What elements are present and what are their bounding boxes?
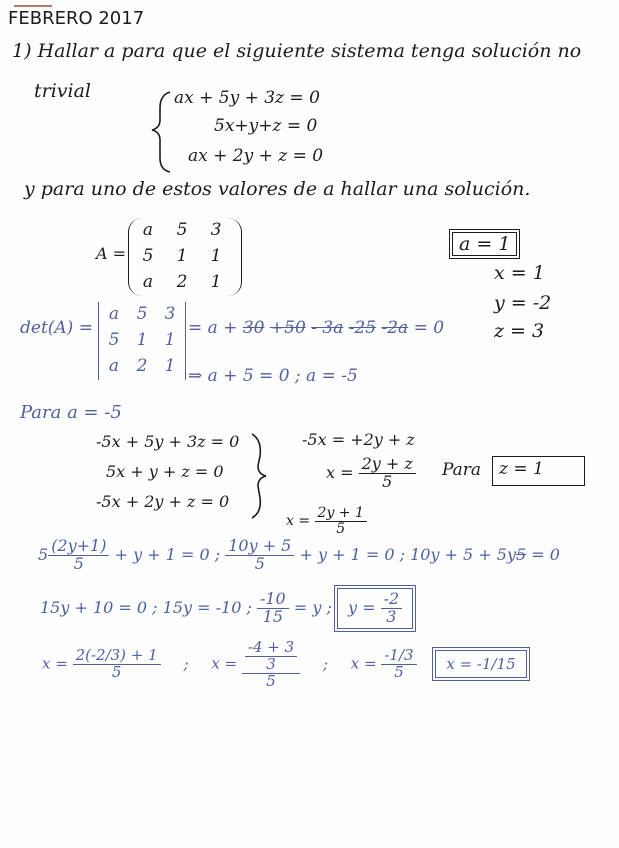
s2-strike: 5 xyxy=(516,544,527,564)
frac-den: 5 xyxy=(266,671,276,690)
case-rhs-1: -5x = +2y + z xyxy=(302,430,415,449)
sep-2: ; xyxy=(322,654,328,673)
frac-den: 5 xyxy=(336,520,346,537)
frac-num: 2y + 1 xyxy=(315,506,367,522)
x-line xyxy=(42,640,527,689)
det-cell: 2 xyxy=(136,356,148,376)
det-eq-end: = 0 xyxy=(413,318,445,338)
frac-num: 2(-2/3) + 1 xyxy=(73,648,161,665)
matrix-cell: 5 xyxy=(142,246,154,266)
s3-eq: = y ; xyxy=(293,597,332,617)
s1-frac xyxy=(48,538,109,573)
s2-end: = 0 xyxy=(531,544,560,564)
frac-den: 5 xyxy=(254,553,265,573)
x2-prefix: x = xyxy=(211,654,238,673)
det-cell: 3 xyxy=(164,304,176,324)
case-rhs-2-prefix: x = xyxy=(326,462,354,482)
system-eq-3: ax + 2y + z = 0 xyxy=(188,146,324,166)
det-eq-start: = a + xyxy=(188,318,238,338)
case-para: Para xyxy=(442,460,482,480)
case-rhs-2 xyxy=(326,456,416,491)
x1-prefix: x = xyxy=(42,654,68,673)
det-cell: a xyxy=(108,356,120,376)
frac-den: 5 xyxy=(111,663,122,682)
s2-frac xyxy=(225,538,294,573)
system-eq-1: ax + 5y + 3z = 0 xyxy=(174,88,320,108)
sep-1: ; xyxy=(183,654,189,673)
solution-y: y = -2 xyxy=(494,292,552,314)
det-term-50: +50 xyxy=(269,318,306,338)
matrix-cell: 1 xyxy=(210,246,222,266)
frac-den: 5 xyxy=(394,663,404,682)
det-term-25: -25 xyxy=(348,318,377,338)
step-line-1 xyxy=(38,538,560,573)
z-choice-box: z = 1 xyxy=(492,456,585,486)
a-value-box: a = 1 xyxy=(452,232,517,256)
x2-frac xyxy=(242,640,300,689)
frac-num: -2 xyxy=(381,591,403,609)
frac-den: 3 xyxy=(266,654,276,673)
x-sub-frac xyxy=(315,506,367,536)
y-frac xyxy=(381,591,403,626)
x-substitution xyxy=(286,506,367,536)
frac-den: 5 xyxy=(73,553,84,573)
det-result: ⇒ a + 5 = 0 ; a = -5 xyxy=(188,366,358,386)
frac-num: -1/3 xyxy=(381,648,416,665)
det-cell: 1 xyxy=(164,356,176,376)
case-title: Para a = -5 xyxy=(20,402,122,423)
x3-frac xyxy=(381,648,416,681)
step-line-3 xyxy=(40,588,413,629)
x-sub-prefix: x = xyxy=(286,513,311,530)
x1-frac xyxy=(73,648,161,681)
frac-num: -4 + 3 xyxy=(245,640,297,657)
matrix-label: A = xyxy=(96,244,127,263)
frac-num xyxy=(242,640,300,674)
matrix-cell: 1 xyxy=(210,272,222,292)
det-cell: a xyxy=(108,304,120,324)
frac-num: 2y + z xyxy=(359,456,416,474)
matrix-cell: 1 xyxy=(176,246,188,266)
matrix-cell: 5 xyxy=(176,220,188,240)
problem-line-1: 1) Hallar a para que el siguiente sistema tenga solución no xyxy=(12,40,582,62)
x2-inner-frac xyxy=(245,640,297,673)
problem-line-2: trivial xyxy=(34,80,92,102)
matrix-cell: 3 xyxy=(210,220,222,240)
frac-num: 10y + 5 xyxy=(225,538,294,556)
frac-den: 3 xyxy=(386,606,397,626)
case-eq-3: -5x + 2y + z = 0 xyxy=(96,492,230,511)
frac-den: 5 xyxy=(382,471,393,491)
y-result-box xyxy=(337,588,413,629)
x3-prefix: x = xyxy=(350,654,377,673)
problem-line-3: y para uno de estos valores de a hallar una solución. xyxy=(24,178,531,200)
matrix-cell: a xyxy=(142,220,154,240)
det-label: det(A) = xyxy=(20,318,93,338)
det-cell: 1 xyxy=(164,330,176,350)
det-cell: 5 xyxy=(136,304,148,324)
case-rhs-2-frac xyxy=(359,456,416,491)
solution-z: z = 3 xyxy=(494,320,545,342)
det-term-3a: - 3a xyxy=(311,318,344,338)
frac-num: (2y+1) xyxy=(48,538,109,556)
case-eq-1: -5x + 5y + 3z = 0 xyxy=(96,432,240,451)
x-result-box: x = -1/15 xyxy=(435,650,526,678)
det-term-2a: -2a xyxy=(381,318,409,338)
s3-text: 15y + 10 = 0 ; 15y = -10 ; xyxy=(40,597,252,617)
s2-suffix: + y + 1 = 0 ; 10y + 5 + 5y xyxy=(299,544,517,564)
solution-x: x = 1 xyxy=(494,262,545,284)
det-term-30: 30 xyxy=(242,318,265,338)
matrix-cell: 2 xyxy=(176,272,188,292)
s1-prefix: 5 xyxy=(38,544,49,564)
y-prefix: y = xyxy=(347,597,376,617)
s3-frac xyxy=(257,591,289,626)
case-eq-2: 5x + y + z = 0 xyxy=(106,462,224,481)
frac-den: 15 xyxy=(262,606,284,626)
s1-suffix: + y + 1 = 0 ; xyxy=(114,544,221,564)
det-cell: 1 xyxy=(136,330,148,350)
system-eq-2: 5x+y+z = 0 xyxy=(214,116,318,136)
page-title: FEBRERO 2017 xyxy=(8,8,145,29)
frac-num: -10 xyxy=(257,591,289,609)
matrix-cell: a xyxy=(142,272,154,292)
det-cell: 5 xyxy=(108,330,120,350)
